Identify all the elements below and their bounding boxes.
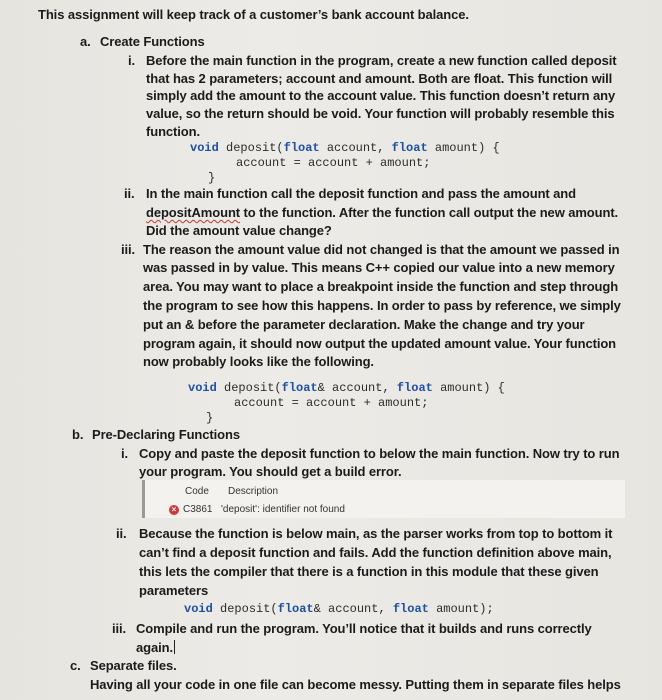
section-c-title: Separate files. bbox=[90, 658, 177, 673]
section-b-marker: b. bbox=[72, 427, 84, 442]
b-i-line: your program. You should get a build error. bbox=[139, 464, 402, 479]
text-cursor bbox=[174, 640, 175, 654]
a-iii-line: The reason the amount value did not changed is that the amount we passed in bbox=[143, 242, 620, 257]
b-ii-line: this lets the compiler that there is a function in this module that these given bbox=[139, 564, 599, 579]
a-iii-line: the program to see how this happens. In order to pass by reference, we simply bbox=[143, 298, 621, 313]
section-c-marker: c. bbox=[70, 658, 81, 673]
a-iii-line: program again, it should now output the updated amount value. Your function bbox=[143, 336, 617, 351]
a-i-line: Before the main function in the program, create a new function called deposit bbox=[146, 53, 617, 68]
code-block-prototype: void deposit(float& account, float amount); bbox=[184, 602, 494, 616]
section-a-marker: a. bbox=[80, 34, 91, 49]
a-i-line: that has 2 parameters; account and amount. Both are float. This function will bbox=[146, 71, 613, 86]
code-line-close: } bbox=[206, 411, 214, 425]
b-ii-line: parameters bbox=[139, 583, 209, 598]
a-iii-marker: iii. bbox=[121, 242, 136, 257]
error-icon: × bbox=[169, 505, 179, 515]
a-ii-line: depositAmount to the function. After the function call output the new amount. bbox=[146, 205, 619, 220]
error-col-description-header: Description bbox=[228, 486, 279, 497]
error-description: 'deposit': identifier not found bbox=[221, 504, 345, 515]
a-iii-line: area. You may want to place a breakpoint inside the function and step through bbox=[143, 279, 619, 294]
intro-text: This assignment will keep track of a customer’s bank account balance. bbox=[38, 7, 469, 22]
section-c-line: Having all your code in one file can become messy. Putting them in separate files helps bbox=[90, 677, 621, 692]
a-ii-marker: ii. bbox=[124, 186, 135, 201]
code-block-deposit-value: void deposit(float account, float amount) { bbox=[190, 141, 500, 155]
b-ii-line: can’t find a deposit function and fails. Add the function definition above main, bbox=[139, 545, 612, 560]
b-i-marker: i. bbox=[121, 446, 129, 461]
spellcheck-word: depositAmount bbox=[146, 205, 241, 220]
code-block-deposit-reference: void deposit(float& account, float amount) { bbox=[188, 381, 505, 395]
a-ii-line: In the main function call the deposit function and pass the amount and bbox=[146, 186, 576, 201]
a-iii-line: put an & before the parameter declaration. Make the change and try your bbox=[143, 317, 585, 332]
a-ii-line: Did the amount value change? bbox=[146, 223, 332, 238]
section-a-title: Create Functions bbox=[100, 34, 205, 49]
code-line-body: account = account + amount; bbox=[234, 396, 429, 410]
a-i-line: simply add the amount to the account value. This function doesn’t return any bbox=[146, 88, 616, 103]
b-ii-line: Because the function is below main, as the parser works from top to bottom it bbox=[139, 526, 613, 541]
error-code: C3861 bbox=[183, 504, 213, 515]
code-line-close: } bbox=[208, 171, 216, 185]
a-i-marker: i. bbox=[128, 53, 136, 68]
error-col-code-header: Code bbox=[185, 486, 209, 497]
b-iii-marker: iii. bbox=[112, 621, 127, 636]
code-line-body: account = account + amount; bbox=[236, 156, 431, 170]
error-list-panel bbox=[142, 480, 625, 518]
b-i-line: Copy and paste the deposit function to below the main function. Now try to run bbox=[139, 446, 620, 461]
a-iii-line: now probably looks like the following. bbox=[143, 354, 374, 369]
a-i-line: value, so the return should be void. Your function will probably resemble this bbox=[146, 106, 615, 121]
b-ii-marker: ii. bbox=[116, 526, 127, 541]
b-iii-line: again. bbox=[136, 640, 173, 655]
a-i-line: function. bbox=[146, 124, 200, 139]
a-iii-line: was passed in by value. This means C++ copied our value into a new memory bbox=[143, 260, 615, 275]
b-iii-line: Compile and run the program. You’ll notice that it builds and runs correctly bbox=[136, 621, 592, 636]
section-b-title: Pre-Declaring Functions bbox=[92, 427, 240, 442]
